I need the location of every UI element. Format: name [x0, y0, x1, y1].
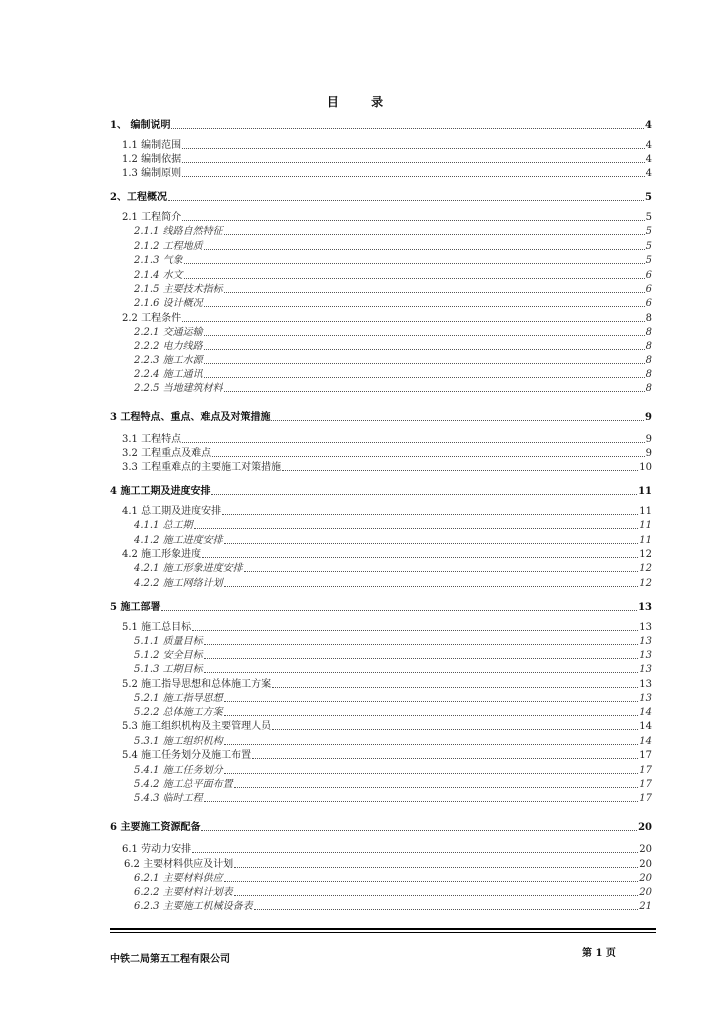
toc-entry[interactable] — [134, 763, 652, 777]
toc-entry-title: 5.1.3 工期目标 — [134, 664, 203, 675]
toc-entry-title: 6.2.1 主要材料供应 — [134, 873, 223, 884]
toc-leader-dots — [234, 786, 639, 788]
toc-entry[interactable] — [134, 239, 652, 253]
toc-entry-page: 17 — [639, 765, 652, 776]
toc-entry[interactable] — [134, 705, 652, 719]
toc-leader-dots — [182, 161, 645, 163]
toc-entry-page: 5 — [645, 255, 652, 266]
toc-leader-dots — [224, 390, 645, 392]
toc-entry-title: 3.2 工程重点及难点 — [122, 448, 212, 459]
toc-entry-title: 5.2.1 施工指导思想 — [134, 693, 223, 704]
toc-entry[interactable] — [134, 885, 652, 899]
toc-entry-page: 8 — [645, 341, 652, 352]
toc-entry-title: 4.2 施工形象进度 — [122, 549, 202, 560]
footer-company: 中铁二局第五工程有限公司 — [110, 954, 230, 965]
toc-entry[interactable] — [110, 190, 652, 204]
toc-entry[interactable] — [134, 662, 652, 676]
toc-entry-title: 1、 编制说明 — [110, 120, 171, 131]
toc-entry-page: 20 — [639, 859, 652, 870]
toc-leader-dots — [194, 527, 639, 529]
toc-entry-page: 13 — [639, 650, 652, 661]
toc-leader-dots — [182, 219, 645, 221]
toc-entry-page: 12 — [639, 549, 652, 560]
toc-entry-page: 11 — [639, 520, 652, 531]
toc-entry-page: 13 — [639, 622, 652, 633]
toc-entry-title: 4.2.1 施工形象进度安排 — [134, 563, 243, 574]
toc-leader-dots — [168, 199, 644, 201]
toc-leader-dots — [192, 629, 638, 631]
toc-entry-page: 4 — [645, 154, 652, 165]
toc-leader-dots — [161, 609, 637, 611]
toc-entry[interactable] — [110, 600, 652, 614]
toc-entry[interactable] — [134, 533, 652, 547]
toc-leader-dots — [204, 800, 639, 802]
toc-entry-page: 8 — [645, 383, 652, 394]
toc-entry[interactable] — [134, 777, 652, 791]
toc-entry-page: 8 — [645, 355, 652, 366]
toc-entry[interactable] — [124, 857, 652, 871]
toc-entry-page: 10 — [639, 462, 652, 473]
toc-entry-page: 6 — [645, 298, 652, 309]
toc-entry-title: 5.4.2 施工总平面布置 — [134, 779, 233, 790]
toc-leader-dots — [201, 829, 637, 831]
footer-rule-thick — [110, 928, 656, 930]
toc-entry-title: 2.1.5 主要技术指标 — [134, 284, 223, 295]
toc-leader-dots — [204, 671, 639, 673]
toc-entry-page: 6 — [645, 284, 652, 295]
toc-entry-title: 5.1.1 质量目标 — [134, 636, 203, 647]
toc-entry-title: 4 施工工期及进度安排 — [110, 486, 211, 497]
toc-leader-dots — [224, 233, 645, 235]
toc-entry[interactable] — [110, 820, 652, 834]
toc-entry-page: 9 — [645, 434, 652, 445]
toc-leader-dots — [204, 348, 645, 350]
toc-leader-dots — [224, 880, 639, 882]
toc-leader-dots — [184, 277, 645, 279]
toc-entry-page: 12 — [639, 578, 652, 589]
toc-leader-dots — [234, 894, 639, 896]
toc-leader-dots — [204, 643, 639, 645]
toc-entry[interactable] — [134, 691, 652, 705]
toc-leader-dots — [222, 513, 638, 515]
toc-entry[interactable] — [134, 253, 652, 267]
toc-entry-page: 20 — [638, 822, 652, 833]
toc-entry[interactable] — [122, 432, 652, 446]
toc-entry[interactable] — [122, 719, 652, 733]
toc-entry[interactable] — [122, 620, 652, 634]
toc-entry-page: 8 — [645, 327, 652, 338]
toc-entry-page: 20 — [639, 887, 652, 898]
toc-leader-dots — [192, 851, 638, 853]
footer-page-number: 第 1 页 — [582, 948, 616, 959]
toc-entry[interactable] — [122, 311, 652, 325]
toc-entry-title: 6.1 劳动力安排 — [122, 844, 192, 855]
toc-leader-dots — [272, 728, 638, 730]
toc-entry[interactable] — [134, 518, 652, 532]
toc-leader-dots — [182, 320, 645, 322]
toc-entry-title: 5.2.2 总体施工方案 — [134, 707, 223, 718]
toc-entry-title: 2.2.3 施工水源 — [134, 355, 203, 366]
toc-entry[interactable] — [122, 210, 652, 224]
toc-entry-title: 5.3 施工组织机构及主要管理人员 — [122, 721, 272, 732]
toc-entry-page: 14 — [639, 736, 652, 747]
toc-entry[interactable] — [134, 791, 652, 805]
toc-entry-page: 21 — [639, 901, 652, 912]
toc-entry-title: 2.2.5 当地建筑材料 — [134, 383, 223, 394]
toc-entry-page: 11 — [639, 535, 652, 546]
toc-leader-dots — [224, 585, 639, 587]
toc-entry[interactable] — [134, 561, 652, 575]
toc-entry-page: 8 — [645, 313, 652, 324]
toc-leader-dots — [204, 305, 645, 307]
toc-entry-title: 2.1.3 气象 — [134, 255, 183, 266]
toc-leader-dots — [204, 657, 639, 659]
toc-entry-title: 2.2.4 施工通讯 — [134, 369, 203, 380]
toc-leader-dots — [252, 757, 638, 759]
toc-entry-title: 2、工程概况 — [110, 192, 167, 203]
toc-entry-page: 13 — [638, 602, 652, 613]
toc-leader-dots — [224, 542, 639, 544]
toc-entry[interactable] — [122, 166, 652, 180]
toc-entry[interactable] — [122, 547, 652, 561]
toc-entry-page: 8 — [645, 369, 652, 380]
toc-entry-page: 17 — [639, 793, 652, 804]
toc-entry[interactable] — [134, 734, 652, 748]
toc-entry-title: 6.2.3 主要施工机械设备表 — [134, 901, 253, 912]
toc-leader-dots — [184, 262, 645, 264]
toc-entry[interactable] — [134, 871, 652, 885]
toc-entry-page: 5 — [645, 212, 652, 223]
toc-entry-title: 1.1 编制范围 — [122, 140, 182, 151]
toc-entry-title: 2.1.2 工程地质 — [134, 241, 203, 252]
toc-leader-dots — [224, 743, 639, 745]
toc-entry[interactable] — [134, 899, 652, 913]
toc-leader-dots — [204, 376, 645, 378]
toc-entry[interactable] — [134, 576, 652, 590]
toc-entry-page: 17 — [639, 750, 652, 761]
toc-entry-title: 3.1 工程特点 — [122, 434, 182, 445]
toc-entry-page: 13 — [639, 636, 652, 647]
toc-leader-dots — [182, 147, 645, 149]
toc-entry-title: 4.1.1 总工期 — [134, 520, 193, 531]
toc-entry-title: 1.3 编制原则 — [122, 168, 182, 179]
toc-entry-page: 5 — [645, 192, 652, 203]
toc-entry[interactable] — [110, 118, 652, 132]
toc-entry[interactable] — [122, 152, 652, 166]
toc-leader-dots — [204, 334, 645, 336]
toc-entry-page: 9 — [645, 412, 652, 423]
toc-leader-dots — [244, 570, 639, 572]
toc-entry-page: 4 — [645, 140, 652, 151]
toc-leader-dots — [224, 291, 645, 293]
toc-entry[interactable] — [134, 367, 652, 381]
toc-leader-dots — [204, 248, 645, 250]
toc-leader-dots — [234, 866, 638, 868]
toc-leader-dots — [204, 362, 645, 364]
toc-entry-page: 4 — [645, 168, 652, 179]
toc-entry-title: 5.1 施工总目标 — [122, 622, 192, 633]
toc-entry-page: 20 — [639, 873, 652, 884]
toc-title: 目 录 — [326, 95, 398, 109]
toc-entry-title: 6.2.2 主要材料计划表 — [134, 887, 233, 898]
toc-entry-title: 2.2.1 交通运输 — [134, 327, 203, 338]
toc-leader-dots — [182, 441, 645, 443]
toc-entry-page: 5 — [645, 241, 652, 252]
toc-entry-title: 2.2.2 电力线路 — [134, 341, 203, 352]
toc-leader-dots — [224, 772, 639, 774]
toc-entry-title: 5.4.3 临时工程 — [134, 793, 203, 804]
toc-entry-title: 1.2 编制依据 — [122, 154, 182, 165]
toc-entry-page: 14 — [639, 707, 652, 718]
toc-entry-page: 6 — [645, 270, 652, 281]
toc-entry[interactable] — [134, 282, 652, 296]
toc-entry-page: 9 — [645, 448, 652, 459]
toc-entry-title: 5.4 施工任务划分及施工布置 — [122, 750, 252, 761]
toc-entry-title: 4.1 总工期及进度安排 — [122, 506, 222, 517]
toc-entry[interactable] — [134, 634, 652, 648]
toc-entry[interactable] — [134, 648, 652, 662]
toc-entry-title: 2.2 工程条件 — [122, 313, 182, 324]
toc-entry-page: 13 — [639, 693, 652, 704]
toc-entry[interactable] — [122, 504, 652, 518]
toc-entry-page: 11 — [638, 486, 652, 497]
toc-entry-title: 3 工程特点、重点、难点及对策措施 — [110, 412, 271, 423]
toc-entry-title: 5.3.1 施工组织机构 — [134, 736, 223, 747]
toc-entry-page: 12 — [639, 563, 652, 574]
toc-entry-title: 2.1.6 设计概况 — [134, 298, 203, 309]
toc-entry-title: 5.2 施工指导思想和总体施工方案 — [122, 679, 272, 690]
toc-entry[interactable] — [122, 842, 652, 856]
toc-leader-dots — [202, 556, 638, 558]
toc-entry-page: 20 — [639, 844, 652, 855]
toc-entry-title: 2.1.4 水文 — [134, 270, 183, 281]
toc-entry[interactable] — [134, 296, 652, 310]
toc-entry-page: 13 — [639, 679, 652, 690]
toc-leader-dots — [171, 127, 644, 129]
toc-entry[interactable] — [134, 339, 652, 353]
toc-entry-page: 17 — [639, 779, 652, 790]
toc-entry-title: 6.2 主要材料供应及计划 — [124, 859, 234, 870]
toc-entry-title: 5 施工部署 — [110, 602, 161, 613]
toc-leader-dots — [182, 175, 645, 177]
toc-entry[interactable] — [134, 381, 652, 395]
toc-entry-title: 2.1.1 线路自然特征 — [134, 226, 223, 237]
toc-entry[interactable] — [122, 748, 652, 762]
toc-entry[interactable] — [122, 446, 652, 460]
toc-entry[interactable] — [134, 224, 652, 238]
toc-entry[interactable] — [134, 325, 652, 339]
toc-leader-dots — [272, 686, 638, 688]
toc-entry-title: 5.1.2 安全目标 — [134, 650, 203, 661]
toc-entry[interactable] — [110, 484, 652, 498]
toc-leader-dots — [271, 419, 644, 421]
toc-entry[interactable] — [122, 138, 652, 152]
toc-leader-dots — [224, 714, 639, 716]
toc-leader-dots — [212, 455, 645, 457]
toc-entry[interactable] — [110, 410, 652, 424]
toc-entry-title: 6 主要施工资源配备 — [110, 822, 201, 833]
toc-entry-title: 4.1.2 施工进度安排 — [134, 535, 223, 546]
toc-entry-title: 5.4.1 施工任务划分 — [134, 765, 223, 776]
toc-entry-page: 13 — [639, 664, 652, 675]
toc-leader-dots — [211, 493, 637, 495]
toc-entry[interactable] — [122, 677, 652, 691]
toc-entry-title: 3.3 工程重难点的主要施工对策措施 — [122, 462, 282, 473]
toc-leader-dots — [282, 469, 638, 471]
toc-entry-page: 4 — [645, 120, 652, 131]
toc-leader-dots — [224, 700, 639, 702]
toc-entry-title: 2.1 工程简介 — [122, 212, 182, 223]
toc-entry-page: 5 — [645, 226, 652, 237]
toc-entry-page: 14 — [639, 721, 652, 732]
toc-entry-title: 4.2.2 施工网络计划 — [134, 578, 223, 589]
toc-entry[interactable] — [134, 268, 652, 282]
toc-leader-dots — [254, 908, 639, 910]
toc-entry-page: 11 — [639, 506, 652, 517]
toc-entry[interactable] — [122, 460, 652, 474]
toc-entry[interactable] — [134, 353, 652, 367]
footer-rule-thin — [110, 932, 656, 933]
